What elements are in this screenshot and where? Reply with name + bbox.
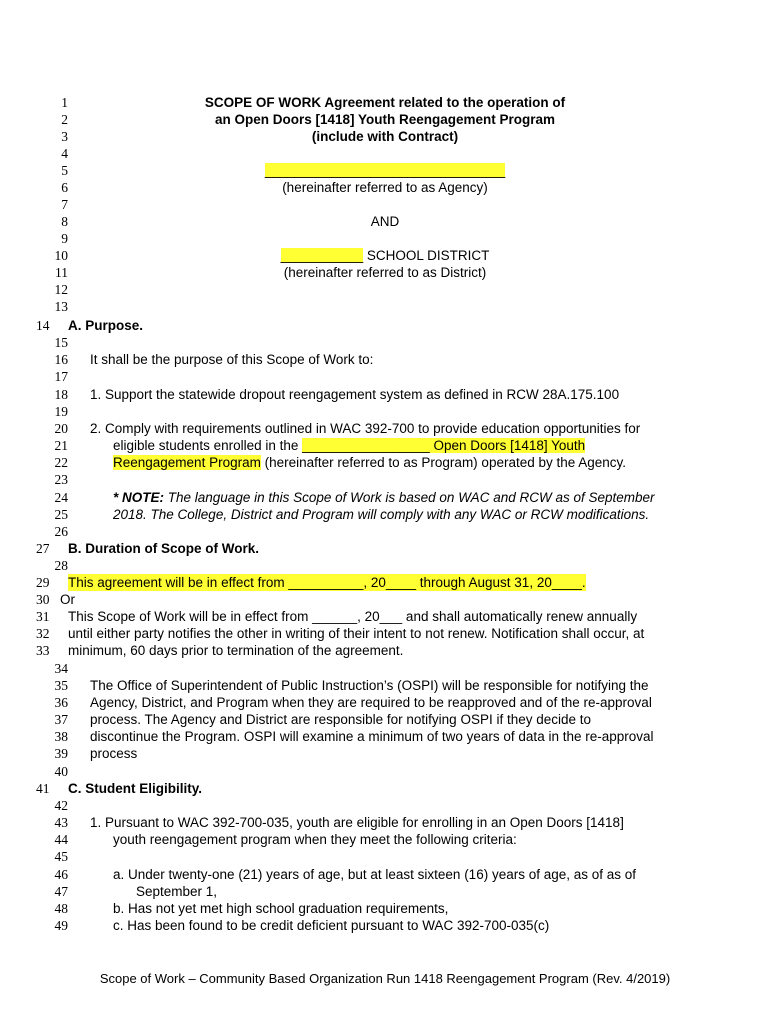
- section-b-heading: B. Duration of Scope of Work.: [68, 541, 260, 556]
- purpose-item-2-line-1: 2. Comply with requirements outlined in WAC 392-700 to provide education opportunities for: [90, 421, 641, 436]
- line-number: 40: [54, 764, 68, 779]
- note-line-1: [113, 489, 655, 506]
- criterion-a-line-2: September 1,: [136, 884, 218, 899]
- line-number: 1: [61, 95, 68, 110]
- line-number: 46: [54, 867, 68, 882]
- line-9: [0, 230, 770, 247]
- line-10: [0, 247, 770, 264]
- district-name-line: [68, 247, 702, 264]
- line-number: 33: [36, 643, 50, 658]
- line-number: 14: [36, 318, 50, 333]
- line-number: 19: [54, 404, 68, 419]
- line-17: [0, 368, 770, 385]
- line-number: 16: [54, 352, 68, 367]
- line-3: [0, 128, 770, 145]
- line-24: [0, 489, 770, 506]
- duration-option-2-line-1: This Scope of Work will be in effect from ______, 20___ and shall automatically renew annually: [68, 609, 638, 624]
- line-8: [0, 213, 770, 230]
- line-14: [0, 317, 770, 334]
- line-48: [0, 900, 770, 917]
- ospi-line-2: Agency, District, and Program when they are required to be reapproved and of the re-approval: [90, 695, 652, 710]
- line-number: 11: [55, 265, 68, 280]
- line-number: 4: [61, 146, 68, 161]
- line-number: 47: [54, 884, 68, 899]
- line-31: [0, 608, 770, 625]
- line-number: 41: [36, 781, 50, 796]
- line-number: 12: [54, 282, 68, 297]
- line-number: 9: [61, 231, 68, 246]
- title-line-3: (include with Contract): [311, 129, 459, 144]
- line-19: [0, 403, 770, 420]
- line-37: [0, 711, 770, 728]
- line-47: [0, 883, 770, 900]
- line-number: 28: [54, 558, 68, 573]
- line-41: [0, 780, 770, 797]
- line-20: [0, 420, 770, 437]
- line-number: 15: [54, 335, 68, 350]
- line-number: 10: [54, 248, 68, 263]
- eligibility-item-1-line-2: youth reengagement program when they meet the following criteria:: [113, 832, 517, 847]
- line-1: [0, 94, 770, 111]
- line-13: [0, 298, 770, 315]
- line-30: [0, 591, 770, 608]
- note-line-2: 2018. The College, District and Program will comply with any WAC or RCW modifications.: [113, 507, 650, 522]
- line-25: [0, 506, 770, 523]
- line-number: 20: [54, 421, 68, 436]
- item-2-text: eligible students enrolled in the: [113, 438, 303, 453]
- line-number: 21: [54, 438, 68, 453]
- line-44: [0, 831, 770, 848]
- title-line-1: SCOPE OF WORK Agreement related to the operation of: [204, 95, 566, 110]
- duration-option-2-line-2: until either party notifies the other in writing of their intent to not renew. Notification shall occur, at: [68, 626, 645, 641]
- section-a-heading: A. Purpose.: [68, 318, 144, 333]
- line-21: [0, 437, 770, 454]
- purpose-intro: It shall be the purpose of this Scope of Work to:: [90, 352, 374, 367]
- line-33: [0, 642, 770, 659]
- line-39: [0, 745, 770, 762]
- line-number: 38: [54, 729, 68, 744]
- line-number: 26: [54, 524, 68, 539]
- ospi-line-3: process. The Agency and District are responsible for notifying OSPI if they decide to: [90, 712, 592, 727]
- line-number: 5: [61, 163, 68, 178]
- line-number: 36: [54, 695, 68, 710]
- line-18: [0, 386, 770, 403]
- line-number: 34: [54, 661, 68, 676]
- line-number: 25: [54, 507, 68, 522]
- line-43: [0, 814, 770, 831]
- line-number: 7: [61, 197, 68, 212]
- criterion-c: c. Has been found to be credit deficient pursuant to WAC 392-700-035(c): [113, 918, 550, 933]
- agency-label: (hereinafter referred to as Agency): [282, 180, 488, 195]
- line-32: [0, 625, 770, 642]
- line-6: [0, 179, 770, 196]
- line-7: [0, 196, 770, 213]
- district-name: SCHOOL DISTRICT: [363, 248, 490, 263]
- line-number: 37: [54, 712, 68, 727]
- line-49: [0, 917, 770, 934]
- ospi-line-5: process: [90, 746, 138, 761]
- line-27: [0, 540, 770, 557]
- line-number: 42: [54, 798, 68, 813]
- line-number: 18: [54, 387, 68, 402]
- title-line-2: an Open Doors [1418] Youth Reengagement Program: [214, 112, 556, 127]
- line-number: 13: [54, 299, 68, 314]
- line-number: 44: [54, 832, 68, 847]
- line-number: 31: [36, 609, 50, 624]
- line-4: [0, 145, 770, 162]
- line-22: [0, 454, 770, 471]
- line-45: [0, 848, 770, 865]
- line-38: [0, 728, 770, 745]
- program-name-highlight: Reengagement Program: [113, 455, 261, 470]
- line-42: [0, 797, 770, 814]
- district-label: (hereinafter referred to as District): [283, 265, 487, 280]
- ospi-line-4: discontinue the Program. OSPI will examine a minimum of two years of data in the re-approval: [90, 729, 654, 744]
- line-16: [0, 351, 770, 368]
- note-text: The language in this Scope of Work is based on WAC and RCW as of September: [164, 490, 655, 505]
- line-35: [0, 677, 770, 694]
- line-number: 39: [54, 746, 68, 761]
- line-40: [0, 763, 770, 780]
- line-11: [0, 264, 770, 281]
- program-name-field[interactable]: _________________ Open Doors [1418] Youth: [302, 438, 586, 453]
- line-number: 17: [54, 369, 68, 384]
- agency-blank[interactable]: ________________________________: [264, 163, 506, 178]
- line-number: 49: [54, 918, 68, 933]
- line-number: 43: [54, 815, 68, 830]
- line-26: [0, 523, 770, 540]
- criterion-b: b. Has not yet met high school graduation requirements,: [113, 901, 449, 916]
- duration-option-2-line-3: minimum, 60 days prior to termination of the agreement.: [68, 643, 404, 658]
- line-5: [0, 162, 770, 179]
- line-number: 32: [36, 626, 50, 641]
- agency-name-field[interactable]: [68, 162, 702, 179]
- page-footer: Scope of Work – Community Based Organization Run 1418 Reengagement Program (Rev. 4/2019): [99, 971, 671, 986]
- line-28: [0, 557, 770, 574]
- line-number: 6: [61, 180, 68, 195]
- item-2-text: (hereinafter referred to as Program) operated by the Agency.: [260, 455, 627, 470]
- purpose-item-1: 1. Support the statewide dropout reengagement system as defined in RCW 28A.175.100: [90, 387, 620, 402]
- line-number: 23: [54, 472, 68, 487]
- line-36: [0, 694, 770, 711]
- line-number: 35: [54, 678, 68, 693]
- line-2: [0, 111, 770, 128]
- note-label: * NOTE:: [113, 490, 165, 505]
- eligibility-item-1-line-1: 1. Pursuant to WAC 392-700-035, youth are eligible for enrolling in an Open Doors [1418]: [90, 815, 624, 830]
- criterion-a-line-1: a. Under twenty-one (21) years of age, but at least sixteen (16) years of age, as of as of: [113, 867, 637, 882]
- ospi-line-1: The Office of Superintendent of Public Instruction’s (OSPI) will be responsible for notifying the: [90, 678, 649, 693]
- line-12: [0, 281, 770, 298]
- line-46: [0, 866, 770, 883]
- line-15: [0, 334, 770, 351]
- line-number: 24: [54, 490, 68, 505]
- line-number: 3: [61, 129, 68, 144]
- line-number: 2: [61, 112, 68, 127]
- line-number: 22: [54, 455, 68, 470]
- and-label: AND: [370, 214, 400, 229]
- duration-option-1[interactable]: This agreement will be in effect from __________, 20____ through August 31, 20____.: [68, 575, 586, 590]
- line-29: [0, 574, 770, 591]
- purpose-item-2-line-2: [113, 437, 585, 454]
- line-23: [0, 471, 770, 488]
- district-blank[interactable]: ___________: [280, 248, 364, 263]
- section-c-heading: C. Student Eligibility.: [68, 781, 202, 796]
- line-number: 27: [36, 541, 50, 556]
- line-number: 45: [54, 849, 68, 864]
- duration-or: Or: [60, 592, 75, 607]
- purpose-item-2-line-3: [113, 454, 626, 471]
- line-number: 30: [36, 592, 50, 607]
- line-number: 29: [36, 575, 50, 590]
- line-34: [0, 660, 770, 677]
- line-number: 48: [54, 901, 68, 916]
- line-number: 8: [61, 214, 68, 229]
